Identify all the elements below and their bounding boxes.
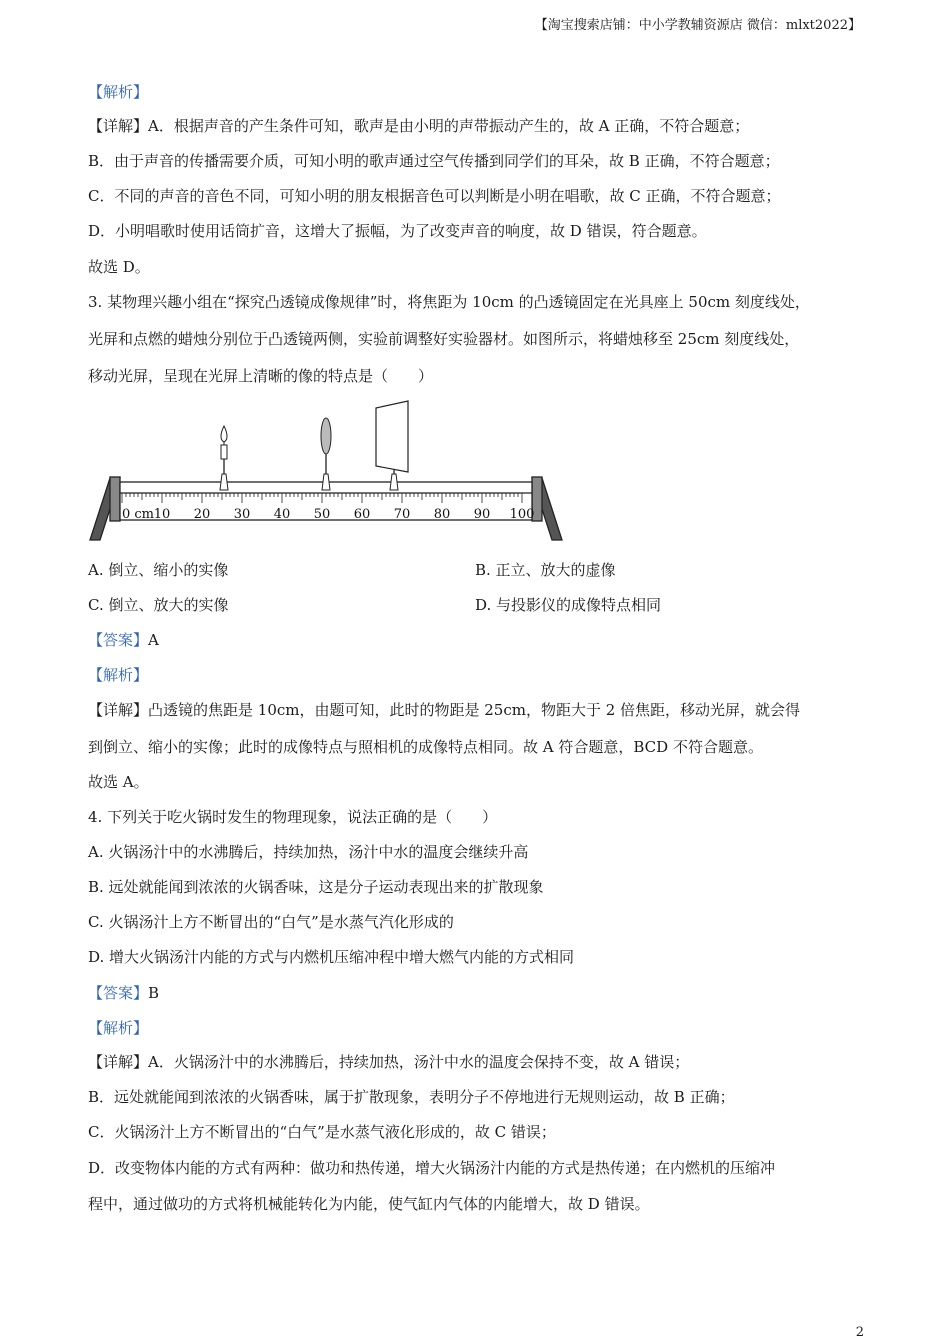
ruler-label: 80 bbox=[433, 507, 451, 522]
left-post bbox=[110, 477, 120, 521]
q3-detail-text-1: 凸透镜的焦距是 10cm，由题可知，此时的物距是 25cm，物距大于 2 倍焦距，移动光屏，就会得 bbox=[148, 701, 801, 719]
ruler-label: 50 bbox=[313, 507, 331, 522]
q4-detail-label: 【详解】 bbox=[88, 1053, 149, 1071]
candle-base bbox=[220, 474, 228, 490]
ruler-label: 20 bbox=[193, 507, 211, 522]
q3-stem-line-3: 移动光屏，呈现在光屏上清晰的像的特点是（ ） bbox=[88, 367, 434, 385]
q3-conclusion: 故选 A。 bbox=[88, 773, 149, 791]
q2-detail-line-1 bbox=[88, 116, 749, 136]
ruler-label: 0 cm bbox=[122, 507, 155, 522]
page-number: 2 bbox=[855, 1325, 864, 1340]
q2-analysis-label: 【解析】 bbox=[88, 83, 149, 101]
ruler-label: 30 bbox=[233, 507, 251, 522]
lens-base bbox=[322, 474, 330, 490]
q4-answer-label: 【答案】 bbox=[88, 984, 149, 1002]
lens-glass bbox=[321, 418, 331, 454]
q4-option-b: B. 远处就能闻到浓浓的火锅香味，这是分子运动表现出来的扩散现象 bbox=[88, 878, 544, 896]
q3-option-b: B. 正立、放大的虚像 bbox=[475, 561, 616, 579]
q4-detail-line-2: B．远处就能闻到浓浓的火锅香味，属于扩散现象，表明分子不停地进行无规则运动，故 B 正确； bbox=[88, 1088, 735, 1106]
q4-detail-line-5: 程中，通过做功的方式将机械能转化为内能，使气缸内气体的内能增大，故 D 错误。 bbox=[88, 1195, 650, 1213]
q3-detail-label: 【详解】 bbox=[88, 701, 149, 719]
q2-detail-line-3: C．不同的声音的音色不同，可知小明的朋友根据音色可以判断是小明在唱歌，故 C 正确，不符合题意； bbox=[88, 187, 781, 205]
q4-analysis-label: 【解析】 bbox=[88, 1019, 149, 1037]
q3-answer: A bbox=[148, 631, 159, 649]
screen-panel bbox=[376, 401, 408, 472]
q3-answer-label: 【答案】 bbox=[88, 631, 149, 649]
candle-flame bbox=[221, 426, 227, 442]
screen-base bbox=[390, 474, 398, 490]
q2-detail-text-1: A．根据声音的产生条件可知，歌声是由小明的声带振动产生的，故 A 正确，不符合题意； bbox=[148, 117, 750, 135]
q3-stem-line-1: 3. 某物理兴趣小组在“探究凸透镜成像规律”时，将焦距为 10cm 的凸透镜固定在光具座上 50cm 刻度线处， bbox=[88, 293, 810, 311]
q4-answer-line bbox=[88, 983, 159, 1003]
q3-option-a: A. 倒立、缩小的实像 bbox=[88, 561, 229, 579]
q4-detail-text-1: A．火锅汤汁中的水沸腾后，持续加热，汤汁中水的温度会保持不变，故 A 错误； bbox=[148, 1053, 690, 1071]
q2-detail-label: 【详解】 bbox=[88, 117, 149, 135]
page-header: 【淘宝搜索店铺：中小学教辅资源店 微信：mlxt2022】 bbox=[534, 18, 861, 33]
q3-option-c: C. 倒立、放大的实像 bbox=[88, 596, 229, 614]
q3-answer-line bbox=[88, 630, 159, 650]
ruler-label: 100 bbox=[509, 507, 535, 522]
q4-option-a: A. 火锅汤汁中的水沸腾后，持续加热，汤汁中水的温度会继续升高 bbox=[88, 843, 529, 861]
q4-detail-line-3: C．火锅汤汁上方不断冒出的“白气”是水蒸气液化形成的，故 C 错误； bbox=[88, 1123, 556, 1141]
q4-option-c: C. 火锅汤汁上方不断冒出的“白气”是水蒸气汽化形成的 bbox=[88, 913, 454, 931]
q4-answer: B bbox=[148, 984, 160, 1002]
q3-detail-line-1 bbox=[88, 700, 800, 720]
ruler-label: 40 bbox=[273, 507, 291, 522]
q2-conclusion: 故选 D。 bbox=[88, 258, 150, 276]
candle-body bbox=[221, 445, 227, 459]
q3-option-d: D. 与投影仪的成像特点相同 bbox=[475, 596, 662, 614]
ruler-label: 90 bbox=[473, 507, 491, 522]
q4-option-d: D. 增大火锅汤汁内能的方式与内燃机压缩冲程中增大燃气内能的方式相同 bbox=[88, 948, 575, 966]
light-screen bbox=[376, 401, 408, 490]
q4-detail-line-4: D．改变物体内能的方式有两种：做功和热传递，增大火锅汤汁内能的方式是热传递；在内燃机的压缩冲 bbox=[88, 1159, 776, 1177]
q2-detail-line-2: B．由于声音的传播需要介质，可知小明的歌声通过空气传播到同学们的耳朵，故 B 正确，不符合题意； bbox=[88, 152, 780, 170]
ruler-label: 10 bbox=[153, 507, 171, 522]
q3-stem-line-2: 光屏和点燃的蜡烛分别位于凸透镜两侧，实验前调整好实验器材。如图所示，将蜡烛移至 25cm 刻度线处， bbox=[88, 330, 800, 348]
q3-detail-line-2: 到倒立、缩小的实像；此时的成像特点与照相机的成像特点相同。故 A 符合题意，BCD 不符合题意。 bbox=[88, 738, 763, 756]
optical-bench-figure bbox=[86, 398, 566, 544]
candle bbox=[220, 426, 228, 490]
ruler-label: 70 bbox=[393, 507, 411, 522]
q4-stem: 4. 下列关于吃火锅时发生的物理现象，说法正确的是（ ） bbox=[88, 808, 498, 826]
q4-detail-line-1 bbox=[88, 1052, 689, 1072]
ruler-label: 60 bbox=[353, 507, 371, 522]
q2-detail-line-4: D．小明唱歌时使用话筒扩音，这增大了振幅，为了改变声音的响度，故 D 错误，符合题意。 bbox=[88, 222, 707, 240]
q3-analysis-label: 【解析】 bbox=[88, 666, 149, 684]
convex-lens bbox=[321, 418, 331, 490]
